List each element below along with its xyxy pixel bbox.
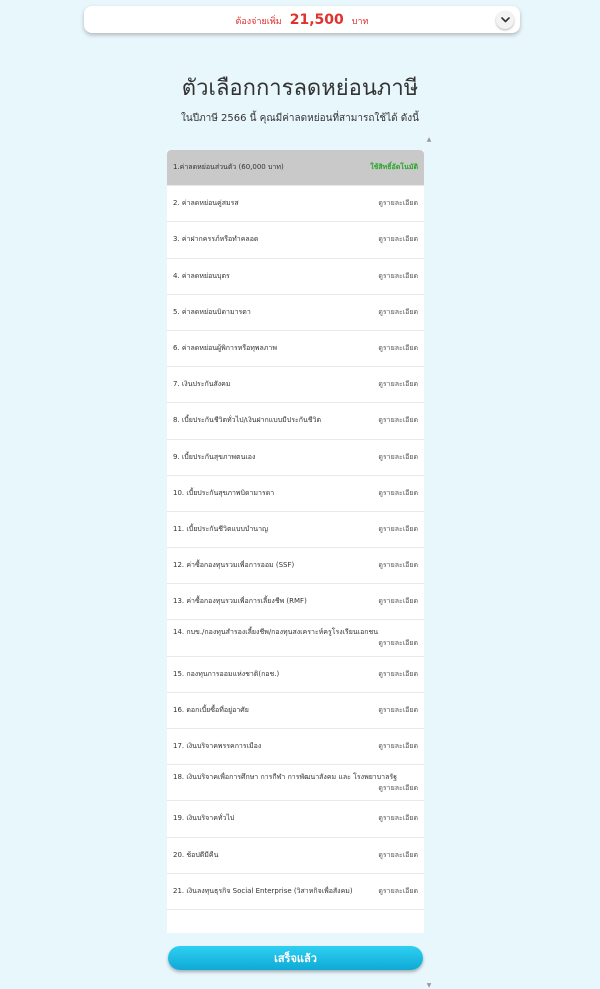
deduction-label: 11. เบี้ยประกันชีวิตแบบบำนาญ: [173, 524, 268, 533]
view-details-link[interactable]: ดูรายละเอียด: [378, 814, 418, 823]
view-details-link[interactable]: ดูรายละเอียด: [378, 783, 418, 792]
deduction-label: 15. กองทุนการออมแห่งชาติ(กอช.): [173, 669, 280, 678]
view-details-link[interactable]: ดูรายละเอียด: [378, 850, 418, 859]
deduction-item[interactable]: [167, 584, 424, 620]
view-details-link[interactable]: ดูรายละเอียด: [378, 380, 418, 389]
deduction-label: 18. เงินบริจาคเพื่อการศึกษา การกีฬา การพัฒนาสังคม และ โรงพยาบาลรัฐ: [173, 772, 398, 781]
page-title: ตัวเลือกการลดหย่อนภาษี: [181, 76, 419, 101]
list-scrollbar[interactable]: [425, 136, 433, 989]
deduction-item[interactable]: [167, 403, 424, 439]
view-details-link[interactable]: ดูรายละเอียด: [378, 886, 418, 895]
deduction-label: 21. เงินลงทุนธุรกิจ Social Enterprise (วิสาหกิจเพื่อสังคม): [173, 886, 353, 895]
deduction-label: 3. ค่าฝากครรภ์หรือทำคลอด: [173, 235, 259, 244]
summary-amount: 21,500: [289, 11, 344, 28]
deduction-item[interactable]: [167, 186, 424, 222]
view-details-link[interactable]: ดูรายละเอียด: [378, 452, 418, 461]
deduction-label: 20. ช้อปดีมีคืน: [173, 850, 219, 859]
scroll-up-icon[interactable]: ▲: [426, 136, 432, 143]
deduction-label: 19. เงินบริจาคทั่วไป: [173, 814, 235, 823]
view-details-link[interactable]: ดูรายละเอียด: [378, 307, 418, 316]
deduction-label: 10. เบี้ยประกันสุขภาพบิดามารดา: [173, 488, 275, 497]
deduction-list: [167, 150, 424, 933]
summary-unit: บาท: [351, 16, 369, 27]
tax-summary-bar: [84, 6, 520, 33]
summary-label: ต้องจ่ายเพิ่ม: [235, 16, 282, 27]
scroll-down-icon[interactable]: ▼: [426, 982, 432, 989]
deduction-label: 12. ค่าซื้อกองทุนรวมเพื่อการออม (SSF): [173, 561, 295, 570]
view-details-link[interactable]: ดูรายละเอียด: [378, 705, 418, 714]
view-details-link[interactable]: ดูรายละเอียด: [378, 416, 418, 425]
deduction-label: 6. ค่าลดหย่อนผู้พิการหรือทุพลภาพ: [173, 344, 277, 353]
deduction-label: 1.ค่าลดหย่อนส่วนตัว (60,000 บาท): [173, 163, 284, 172]
deduction-label: 4. ค่าลดหย่อนบุตร: [173, 271, 230, 280]
deduction-label: 9. เบี้ยประกันสุขภาพตนเอง: [173, 452, 256, 461]
deduction-item[interactable]: [167, 765, 424, 801]
view-details-link[interactable]: ดูรายละเอียด: [378, 561, 418, 570]
deduction-label: 13. ค่าซื้อกองทุนรวมเพื่อการเลี้ยงชีพ (RMF): [173, 597, 307, 606]
deduction-label: 17. เงินบริจาคพรรคการเมือง: [173, 742, 262, 751]
deduction-item[interactable]: [167, 295, 424, 331]
deduction-label: 2. ค่าลดหย่อนคู่สมรส: [173, 199, 239, 208]
deduction-label: 7. เงินประกันสังคม: [173, 380, 231, 389]
deduction-item[interactable]: [167, 222, 424, 258]
deduction-item[interactable]: [167, 367, 424, 403]
deduction-item[interactable]: [167, 874, 424, 910]
view-details-link[interactable]: ดูรายละเอียด: [378, 199, 418, 208]
deduction-item[interactable]: [167, 548, 424, 584]
deduction-item[interactable]: [167, 331, 424, 367]
deduction-item[interactable]: [167, 657, 424, 693]
deduction-item[interactable]: [167, 259, 424, 295]
tax-summary-text: [236, 12, 369, 28]
deduction-item[interactable]: [167, 801, 424, 837]
view-details-link[interactable]: ดูรายละเอียด: [378, 271, 418, 280]
view-details-link[interactable]: ดูรายละเอียด: [378, 742, 418, 751]
deduction-item[interactable]: [167, 620, 424, 656]
deduction-label: 16. ดอกเบี้ยซื้อที่อยู่อาศัย: [173, 705, 249, 714]
expand-summary-button[interactable]: [496, 11, 514, 29]
deduction-item[interactable]: [167, 150, 424, 186]
deduction-item[interactable]: [167, 693, 424, 729]
view-details-link[interactable]: ดูรายละเอียด: [378, 344, 418, 353]
deduction-item[interactable]: [167, 838, 424, 874]
deduction-item[interactable]: [167, 512, 424, 548]
page-subtitle: ในปีภาษี 2566 นี้ คุณมีค่าลดหย่อนที่สามารถใช้ได้ ดังนี้: [181, 113, 419, 124]
deduction-label: 5. ค่าลดหย่อนบิดามารดา: [173, 307, 251, 316]
view-details-link[interactable]: ดูรายละเอียด: [378, 597, 418, 606]
view-details-link[interactable]: ดูรายละเอียด: [378, 488, 418, 497]
deduction-item[interactable]: [167, 440, 424, 476]
page-header: [0, 70, 600, 126]
chevron-down-icon: [501, 17, 510, 23]
deduction-label: 14. กบข./กองทุนสำรองเลี้ยงชีพ/กองทุนสงเคราะห์ครูโรงเรียนเอกชน: [173, 628, 379, 637]
view-details-link[interactable]: ดูรายละเอียด: [378, 639, 418, 648]
deduction-item[interactable]: [167, 476, 424, 512]
done-button[interactable]: เสร็จแล้ว: [168, 946, 423, 970]
view-details-link[interactable]: ดูรายละเอียด: [378, 235, 418, 244]
view-details-link[interactable]: ดูรายละเอียด: [378, 524, 418, 533]
deduction-label: 8. เบี้ยประกันชีวิตทั่วไป/เงินฝากแบบมีประกันชีวิต: [173, 416, 322, 425]
view-details-link[interactable]: ดูรายละเอียด: [378, 669, 418, 678]
auto-applied-label: ใช้สิทธิ์อัตโนมัติ: [370, 163, 418, 172]
deduction-item[interactable]: [167, 729, 424, 765]
